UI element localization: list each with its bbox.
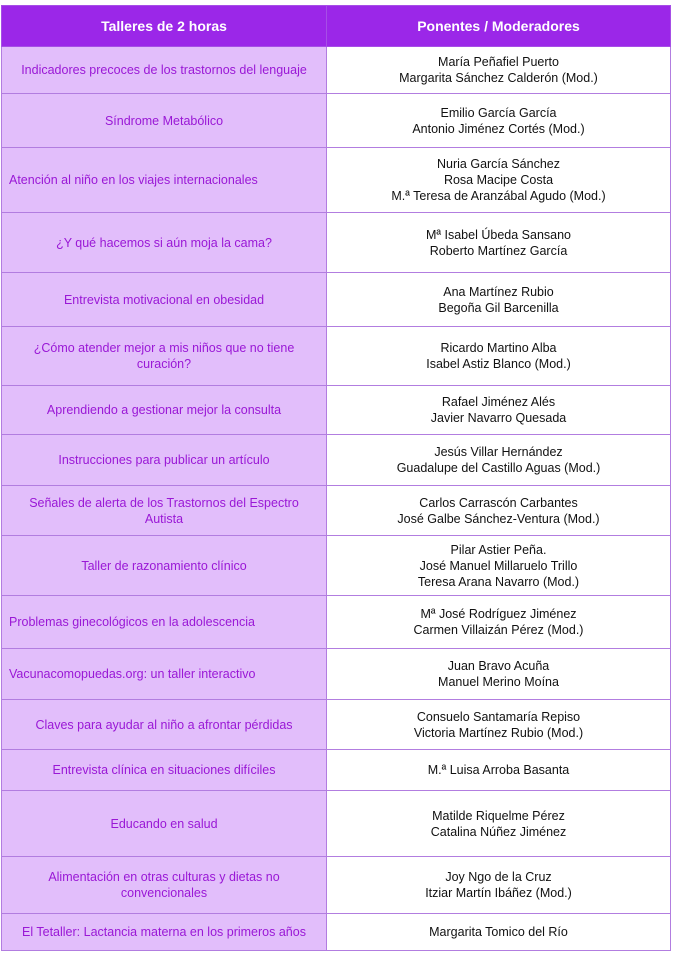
workshop-cell (2, 435, 327, 486)
speaker-name: María Peñafiel Puerto (438, 55, 559, 69)
workshop-title-line: Entrevista clínica en situaciones difíciles (52, 763, 276, 777)
speaker-name: Matilde Riquelme Pérez (432, 808, 565, 823)
header-workshops: Talleres de 2 horas (2, 6, 327, 47)
workshop-cell (2, 148, 327, 213)
speakers-cell (327, 649, 671, 700)
speaker-name: Joy Ngo de la Cruz (445, 870, 552, 884)
speaker-name: Margarita Tomico del Río (429, 925, 568, 939)
speaker-name: Rosa Macipe Costa (443, 173, 554, 187)
speaker-name: Emilio García García (440, 105, 557, 120)
speakers-cell (327, 435, 671, 486)
speaker-name: M.ª Luisa Arroba Basanta (427, 763, 570, 777)
speakers-cell (327, 213, 671, 273)
workshop-cell (2, 94, 327, 148)
workshop-title-line: Claves para ayudar al niño a afrontar pérdidas (35, 717, 293, 732)
table-row (2, 791, 671, 857)
speaker-name: Carlos Carrascón Carbantes (419, 495, 578, 510)
speaker-name: Pilar Astier Peña. (450, 542, 547, 557)
workshop-cell (2, 486, 327, 536)
speaker-name: Jesús Villar Hernández (434, 445, 563, 459)
speakers-cell (327, 94, 671, 148)
speaker-name: Antonio Jiménez Cortés (Mod.) (412, 121, 585, 136)
speaker-name: Ricardo Martino Alba (440, 341, 557, 355)
table-row (2, 536, 671, 596)
workshop-cell (2, 914, 327, 951)
workshop-cell (2, 700, 327, 750)
speaker-name: Consuelo Santamaría Repiso (416, 709, 581, 724)
speaker-name: Rafael Jiménez Alés (441, 395, 556, 409)
workshop-title-line: Vacunacomopuedas.org: un taller interactivo (9, 667, 256, 681)
table-row (2, 273, 671, 327)
workshop-title-line: Atención al niño en los viajes internacionales (9, 173, 258, 187)
speakers-cell (327, 596, 671, 649)
speakers-cell (327, 486, 671, 536)
workshop-title-line: Educando en salud (110, 816, 218, 831)
workshop-cell (2, 386, 327, 435)
workshop-cell (2, 649, 327, 700)
table-row (2, 435, 671, 486)
table-row (2, 327, 671, 386)
workshop-title-line: Señales de alerta de los Trastornos del Espectro (29, 495, 299, 510)
speaker-name: José Galbe Sánchez-Ventura (Mod.) (397, 511, 600, 526)
speakers-cell (327, 791, 671, 857)
workshop-cell (2, 213, 327, 273)
speaker-name: Mª José Rodríguez Jiménez (420, 607, 577, 621)
speakers-cell (327, 914, 671, 951)
speaker-name: Juan Bravo Acuña (447, 659, 550, 673)
speaker-name: Margarita Sánchez Calderón (Mod.) (399, 71, 598, 85)
speaker-name: Teresa Arana Navarro (Mod.) (417, 574, 580, 589)
speaker-name: Roberto Martínez García (429, 243, 568, 258)
workshop-title-line: Taller de razonamiento clínico (81, 558, 247, 573)
speakers-cell (327, 47, 671, 94)
workshop-title-line: Aprendiendo a gestionar mejor la consulta (46, 403, 282, 417)
header-row (2, 6, 671, 47)
speaker-name: Isabel Astiz Blanco (Mod.) (426, 357, 571, 371)
speaker-name: José Manuel Millaruelo Trillo (419, 558, 578, 573)
speaker-name: Begoña Gil Barcenilla (438, 300, 559, 315)
table-row (2, 914, 671, 951)
workshop-title-line: Instrucciones para publicar un artículo (58, 453, 270, 467)
speakers-cell (327, 750, 671, 791)
workshop-cell (2, 596, 327, 649)
table-row (2, 47, 671, 94)
speakers-cell (327, 700, 671, 750)
workshop-title-line: Autista (144, 511, 184, 526)
speaker-name: Itziar Martín Ibáñez (Mod.) (425, 886, 572, 900)
speakers-cell (327, 148, 671, 213)
table-body (2, 47, 671, 951)
workshop-cell (2, 791, 327, 857)
speaker-name: Guadalupe del Castillo Aguas (Mod.) (396, 461, 601, 475)
workshop-title-line: Indicadores precoces de los trastornos del lenguaje (21, 63, 307, 77)
speakers-cell (327, 857, 671, 914)
speaker-name: Javier Navarro Quesada (430, 411, 567, 425)
workshop-title-line: Problemas ginecológicos en la adolescencia (9, 615, 255, 629)
table-row (2, 386, 671, 435)
workshop-title-line: Entrevista motivacional en obesidad (63, 292, 265, 307)
speaker-name: Catalina Núñez Jiménez (430, 824, 567, 839)
workshop-title-line: Alimentación en otras culturas y dietas no (48, 870, 280, 884)
table-row (2, 94, 671, 148)
speakers-cell (327, 273, 671, 327)
table-row (2, 649, 671, 700)
workshop-cell (2, 750, 327, 791)
table-row (2, 486, 671, 536)
workshop-title-line: ¿Y qué hacemos si aún moja la cama? (56, 235, 272, 250)
speaker-name: Nuria García Sánchez (437, 157, 560, 171)
workshop-cell (2, 273, 327, 327)
speakers-cell (327, 536, 671, 596)
workshop-cell (2, 536, 327, 596)
workshop-title-line: convencionales (120, 886, 208, 900)
table-row (2, 148, 671, 213)
speaker-name: Ana Martínez Rubio (443, 284, 554, 299)
workshop-cell (2, 857, 327, 914)
workshops-table (1, 5, 671, 951)
header-speakers: Ponentes / Moderadores (327, 6, 671, 47)
workshop-title-line: El Tetaller: Lactancia materna en los primeros años (22, 925, 306, 939)
table-row (2, 857, 671, 914)
speaker-name: M.ª Teresa de Aranzábal Agudo (Mod.) (391, 189, 606, 203)
workshop-title-line: Síndrome Metabólico (104, 113, 224, 128)
workshop-cell (2, 327, 327, 386)
table-row (2, 596, 671, 649)
table-row (2, 750, 671, 791)
speakers-cell (327, 386, 671, 435)
workshop-title-line: ¿Cómo atender mejor a mis niños que no tiene (33, 341, 295, 355)
speaker-name: Carmen Villaizán Pérez (Mod.) (413, 623, 584, 637)
speakers-cell (327, 327, 671, 386)
speaker-name: Victoria Martínez Rubio (Mod.) (413, 725, 584, 740)
workshop-title-line: curación? (136, 357, 192, 371)
table-row (2, 213, 671, 273)
speaker-name: Manuel Merino Moína (438, 675, 559, 689)
table-row (2, 700, 671, 750)
speaker-name: Mª Isabel Úbeda Sansano (426, 227, 571, 242)
workshop-cell (2, 47, 327, 94)
